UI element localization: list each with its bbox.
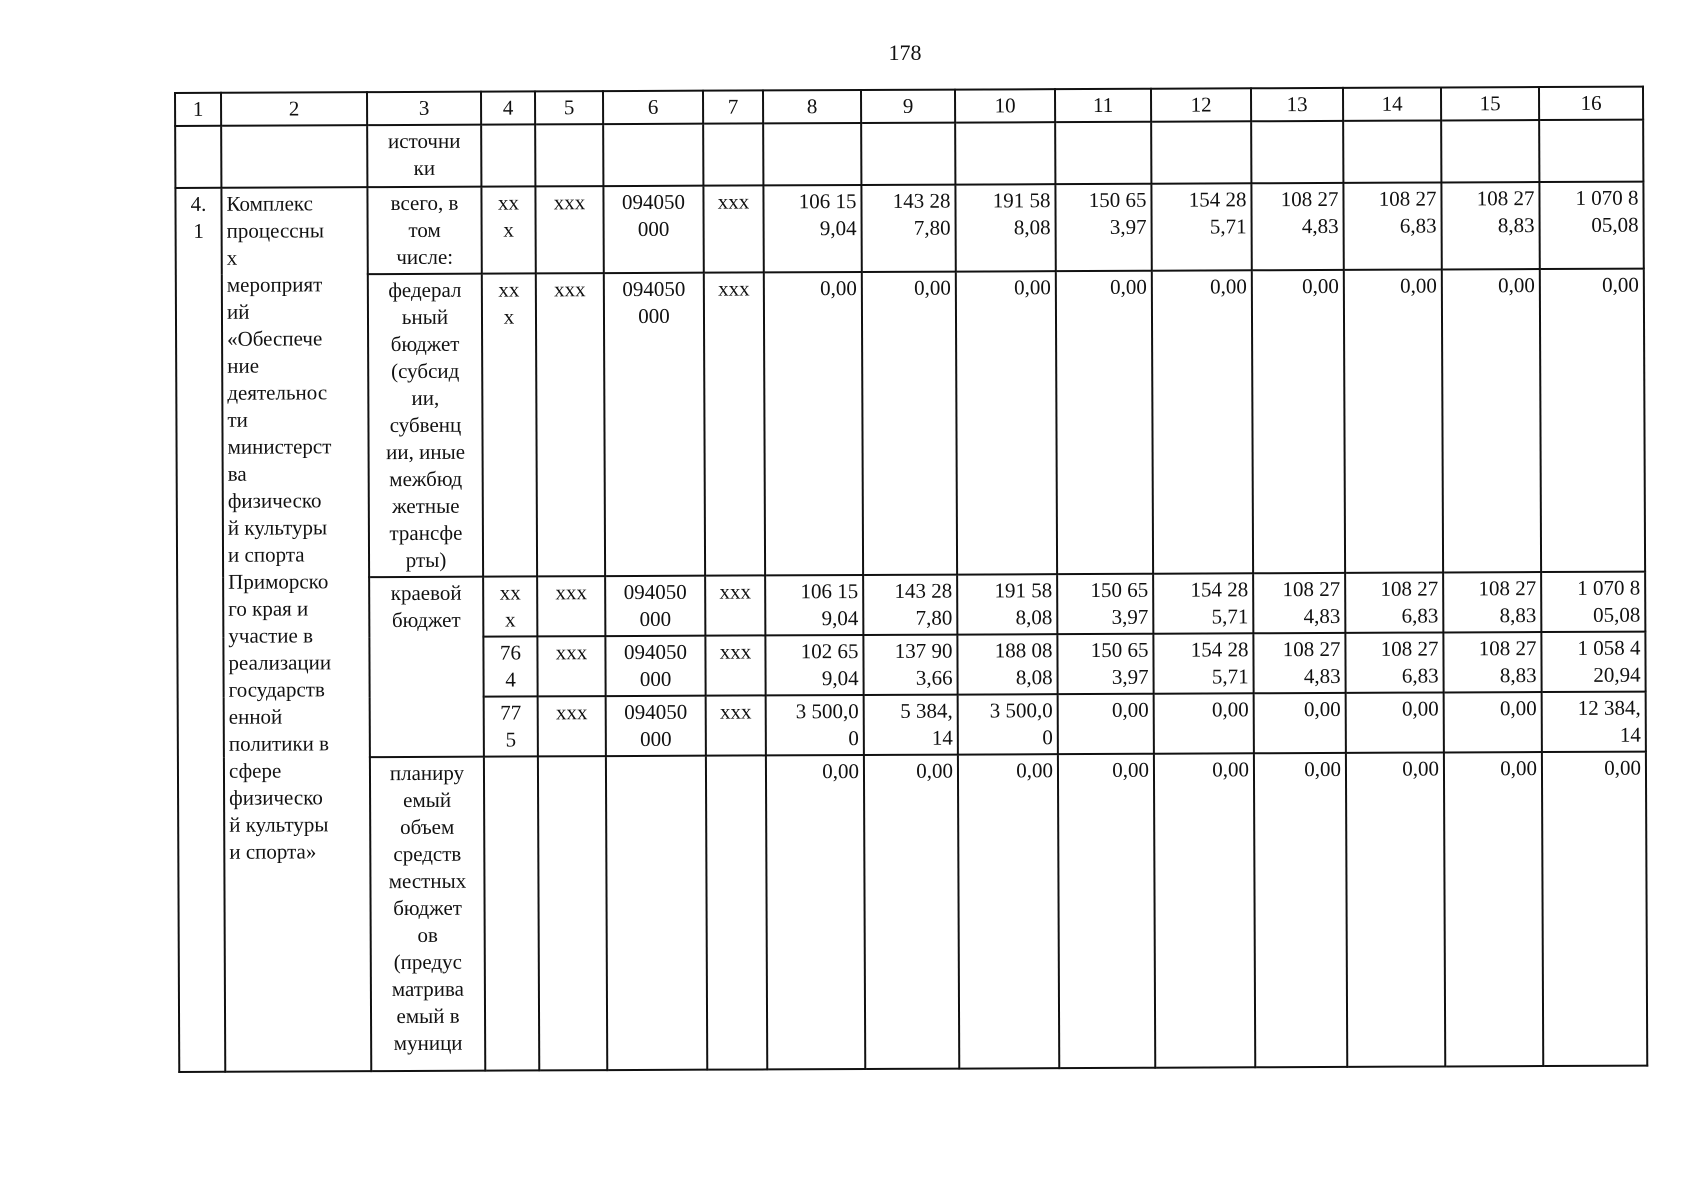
value-cell: 108 27 8,83 [1441,182,1539,269]
value-cell: 154 28 5,71 [1151,183,1251,270]
value-cell: 108 27 6,83 [1345,572,1443,632]
value-cell: 191 58 8,08 [955,184,1055,271]
table-row-regional [177,572,1645,638]
code-cell: ххх [536,273,605,576]
value-cell: 137 90 3,66 [863,635,957,695]
table-row-total [175,182,1643,275]
value-cell: 0,00 [1444,692,1542,752]
code-cell: ххх [705,635,765,695]
value-cell: 0,00 [1056,271,1153,574]
value-cell: 108 27 4,83 [1251,183,1343,270]
page-number: 178 [888,40,922,65]
code-cell: 094050 000 [606,696,706,756]
code-cell: ххх [703,185,763,272]
table-row-federal [176,269,1645,578]
value-cell: 3 500,0 0 [766,695,864,755]
code-cell: хх х [482,273,537,576]
value-cell: 154 28 5,71 [1153,573,1253,633]
value-cell: 108 27 6,83 [1343,182,1441,269]
value-cell: 106 15 9,04 [765,575,863,635]
code-cell [484,756,539,1070]
code-cell: 77 5 [484,696,538,756]
code-cell: ххх [705,575,765,635]
value-cell: 0,00 [1346,752,1445,1066]
value-cell: 108 27 8,83 [1443,632,1541,692]
code-cell: 094050 000 [603,186,703,273]
value-cell: 0,00 [1444,752,1543,1066]
column-header: 10 [955,89,1055,122]
value-cell: 108 27 4,83 [1253,633,1345,693]
code-cell: 76 4 [483,636,537,696]
code-cell: 094050 000 [605,576,705,636]
code-cell: ххх [706,695,766,755]
column-header: 11 [1055,89,1151,122]
code-cell: хх х [481,186,535,273]
value-cell: 143 28 7,80 [861,185,955,272]
value-cell: 3 500,0 0 [958,694,1058,754]
column-header: 6 [603,91,703,124]
code-cell: 094050 000 [604,273,705,576]
funding-source: планиру емый объем средств местных бюджет ов (предус матрива емый в муници [370,757,485,1071]
value-cell: 5 384, 14 [864,695,958,755]
value-cell: 108 27 4,83 [1253,573,1345,633]
value-cell: 191 58 8,08 [957,574,1057,634]
code-cell: ххх [538,696,606,756]
item-name: Комплекс процессны х мероприят ий «Обеспече ние деятельнос ти министерст ва физическо й культуры и спорта Приморско го края и участие в реализации государств енной политики в сфере физическо й культуры и спорта» [221,187,371,1072]
value-cell: 143 28 7,80 [863,575,957,635]
value-cell: 150 65 3,97 [1055,184,1151,271]
column-header: 13 [1251,88,1343,121]
value-cell: 1 070 8 05,08 [1541,572,1645,632]
continued-source-label: источни ки [367,125,481,187]
value-cell: 0,00 [1254,753,1347,1067]
value-cell: 0,00 [1542,752,1647,1066]
value-cell: 0,00 [958,754,1059,1068]
column-header: 2 [221,92,367,126]
funding-source: федерал ьный бюджет (субсид ии, субвенц ии, иные межбюд жетные трансфе рты) [368,274,483,577]
code-cell [606,756,707,1070]
code-cell: ххх [535,186,603,273]
value-cell: 188 08 8,08 [957,634,1057,694]
value-cell: 0,00 [1346,692,1444,752]
column-header: 15 [1441,87,1539,120]
value-cell: 0,00 [1344,269,1443,572]
column-header: 12 [1151,88,1251,121]
value-cell: 0,00 [1152,270,1253,573]
value-cell: 150 65 3,97 [1057,574,1153,634]
value-cell: 0,00 [764,272,863,575]
value-cell: 0,00 [1442,269,1541,572]
code-cell: хх х [483,576,537,636]
column-header: 7 [703,90,763,123]
column-header: 9 [861,90,955,123]
value-cell: 108 27 6,83 [1345,632,1443,692]
code-cell: ххх [537,576,605,636]
code-cell: 094050 000 [605,636,705,696]
code-cell [706,755,767,1069]
value-cell: 0,00 [1254,693,1346,753]
value-cell: 0,00 [1058,754,1155,1068]
funding-source: краевой бюджет [369,577,484,757]
value-cell: 0,00 [956,271,1057,574]
column-header: 3 [367,92,481,125]
column-header: 4 [481,91,535,124]
column-header: 8 [763,90,861,123]
value-cell: 0,00 [1058,694,1154,754]
budget-table-container [174,86,1648,1073]
value-cell: 106 15 9,04 [763,185,861,272]
value-cell: 0,00 [1154,693,1254,753]
column-header: 5 [535,91,603,124]
value-cell: 0,00 [1540,269,1645,572]
budget-table [174,86,1648,1073]
table-row-local [178,752,1647,1072]
value-cell: 12 384, 14 [1542,692,1646,752]
value-cell: 108 27 8,83 [1443,572,1541,632]
column-header: 14 [1343,87,1441,120]
value-cell: 150 65 3,97 [1057,634,1153,694]
value-cell: 0,00 [862,272,957,575]
column-header: 16 [1539,87,1643,120]
value-cell: 0,00 [864,755,959,1069]
value-cell: 0,00 [1252,270,1345,573]
value-cell: 154 28 5,71 [1153,633,1253,693]
code-cell: ххх [704,272,765,575]
value-cell: 102 65 9,04 [765,635,863,695]
item-number: 4. 1 [175,188,225,1072]
value-cell: 0,00 [1154,753,1255,1067]
column-header: 1 [175,93,221,126]
value-cell: 1 058 4 20,94 [1541,632,1645,692]
code-cell: ххх [537,636,605,696]
value-cell: 1 070 8 05,08 [1539,182,1643,269]
code-cell [538,756,607,1070]
value-cell: 0,00 [766,755,865,1069]
funding-source: всего, в том числе: [367,187,481,274]
continued-source-row [175,120,1643,188]
